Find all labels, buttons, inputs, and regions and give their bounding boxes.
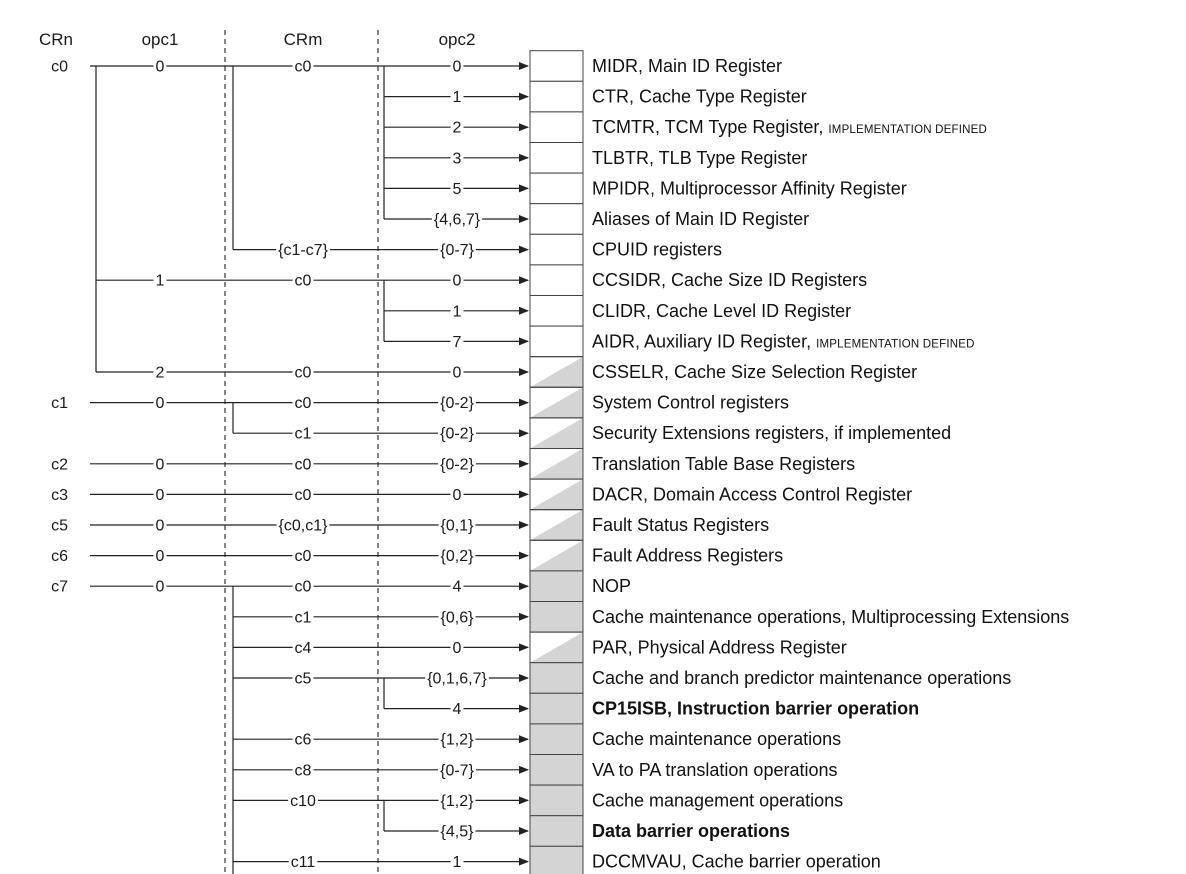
register-description — [592, 423, 951, 443]
register-box-plain — [530, 326, 583, 357]
opc2-label: 0 — [452, 486, 462, 504]
opc1-label-group — [154, 57, 167, 76]
register-description — [592, 790, 843, 810]
opc2-label: 0 — [452, 58, 462, 76]
register-description-text: CSSELR, Cache Size Selection Register — [592, 362, 918, 382]
crm-label-group — [277, 516, 330, 535]
crm-label-group — [293, 455, 314, 474]
register-box-shaded — [530, 663, 583, 694]
register-description — [592, 454, 855, 474]
register-description-text: Fault Status Registers — [592, 515, 770, 535]
crm-label: c0 — [294, 456, 312, 474]
register-description-text: Cache management operations — [592, 790, 844, 811]
register-box-shaded — [530, 602, 583, 633]
register-description — [592, 607, 1069, 627]
opc2-label: {0-2} — [440, 425, 474, 443]
register-description — [592, 546, 783, 566]
register-description — [592, 56, 782, 76]
opc2-label-group — [439, 547, 476, 566]
register-box-plain — [530, 143, 583, 174]
opc2-label-group — [439, 516, 476, 535]
opc2-label-group — [425, 669, 489, 688]
crm-label: c0 — [294, 486, 312, 504]
register-description — [592, 852, 881, 872]
crm-label: c11 — [290, 854, 316, 872]
register-description-text: Security Extensions registers, if implemented — [592, 423, 952, 444]
opc2-label-group — [451, 302, 464, 321]
crm-label: c0 — [294, 364, 312, 382]
crm-label-group — [293, 608, 314, 627]
register-description — [592, 637, 847, 657]
opc2-label: 0 — [452, 272, 462, 290]
opc2-label-group — [451, 149, 464, 168]
register-description-text: MPIDR, Multiprocessor Affinity Register — [592, 178, 907, 199]
crm-label-group — [293, 547, 314, 566]
crm-label-group — [289, 853, 318, 872]
opc1-label-group — [154, 485, 167, 504]
register-description-text: Fault Address Registers — [592, 545, 784, 566]
crn-label: c7 — [51, 578, 68, 596]
opc2-label-group — [451, 485, 464, 504]
opc2-label: {1,2} — [440, 792, 474, 810]
opc2-label-group — [438, 241, 476, 260]
opc2-label-group — [439, 822, 476, 841]
opc2-label: {0-7} — [440, 762, 474, 780]
opc2-label: {0,1} — [440, 517, 474, 535]
register-description — [592, 178, 907, 198]
register-description — [592, 87, 807, 107]
crm-label: c0 — [294, 548, 312, 566]
opc2-label-group — [451, 332, 464, 351]
opc2-label-group — [451, 363, 464, 382]
crm-label: c0 — [294, 58, 312, 76]
opc2-label: 3 — [452, 150, 462, 168]
opc2-label-group — [451, 577, 464, 596]
register-description-text: Cache and branch predictor maintenance operations — [592, 668, 1012, 688]
opc1-label-group — [154, 516, 167, 535]
register-box-plain — [530, 81, 583, 112]
register-description-text: System Control registers — [592, 392, 790, 413]
opc2-label-group — [439, 730, 476, 749]
register-description-text: CP15ISB, Instruction barrier operation — [592, 698, 920, 719]
opc2-label: 1 — [452, 854, 462, 872]
register-description — [592, 699, 919, 719]
opc1-label: 0 — [155, 517, 165, 535]
crm-label-group — [288, 791, 318, 810]
opc2-label-group — [451, 700, 464, 719]
register-description — [592, 576, 631, 596]
crn-label: c3 — [51, 486, 68, 504]
opc1-label: 0 — [155, 456, 165, 474]
opc1-label: 0 — [155, 58, 165, 76]
crm-label-group — [293, 271, 314, 290]
register-description-text: AIDR, Auxiliary ID Register, — [592, 331, 812, 352]
opc2-label: {1,2} — [440, 731, 474, 749]
opc2-label: 1 — [452, 303, 462, 321]
register-description-text: VA to PA translation operations — [592, 759, 838, 780]
register-description — [592, 515, 769, 535]
opc2-label-group — [451, 853, 464, 872]
opc2-label: {0,6} — [440, 609, 474, 627]
implementation-defined-note: IMPLEMENTATION DEFINED — [828, 124, 987, 137]
opc2-label-group — [451, 88, 464, 107]
crm-label: c0 — [294, 578, 312, 596]
header-opc1: opc1 — [141, 30, 179, 49]
opc2-label-group — [451, 638, 464, 657]
register-box-plain — [530, 112, 583, 143]
register-description-text: Cache maintenance operations, Multiprocessing Extensions — [592, 606, 1070, 627]
register-description-text: CCSIDR, Cache Size ID Registers — [592, 270, 868, 291]
opc2-label-group — [451, 57, 464, 76]
crm-label-group — [293, 761, 314, 780]
register-description-text: PAR, Physical Address Register — [592, 637, 847, 658]
header-crm: CRm — [283, 30, 323, 49]
register-description — [592, 240, 722, 260]
opc1-label-group — [154, 394, 167, 413]
crm-label: c4 — [294, 639, 312, 657]
opc2-label: {0,2} — [440, 548, 474, 566]
crm-label: c0 — [294, 395, 312, 413]
opc2-label-group — [438, 455, 476, 474]
opc2-label: 2 — [452, 119, 462, 137]
opc2-label: 1 — [452, 89, 462, 107]
register-description-text: CPUID registers — [592, 239, 723, 260]
crn-label: c6 — [51, 548, 68, 566]
register-boxes — [530, 51, 583, 874]
opc2-label-group — [438, 424, 476, 443]
crm-label: c10 — [290, 792, 316, 810]
opc1-label: 0 — [155, 578, 165, 596]
header-opc2: opc2 — [438, 30, 476, 49]
opc2-label-group — [439, 608, 476, 627]
opc1-label-group — [154, 271, 167, 290]
opc1-label: 2 — [155, 364, 165, 382]
register-description — [592, 331, 975, 351]
opc1-label-group — [154, 577, 167, 596]
register-box-plain — [530, 51, 583, 82]
opc2-label: 0 — [452, 639, 462, 657]
opc2-label: {0-2} — [440, 395, 474, 413]
opc2-label: {0,1,6,7} — [427, 670, 487, 688]
opc2-label-group — [439, 791, 476, 810]
opc1-label: 0 — [155, 395, 165, 413]
crm-label: c0 — [294, 272, 312, 290]
register-box-plain — [530, 296, 583, 327]
opc1-label: 1 — [155, 272, 165, 290]
opc1-label-group — [154, 547, 167, 566]
register-description — [592, 301, 851, 321]
register-description — [592, 362, 917, 382]
opc2-label: {0-2} — [440, 456, 474, 474]
register-description — [592, 117, 987, 137]
register-description-text: DCCMVAU, Cache barrier operation — [592, 851, 881, 872]
register-box-plain — [530, 265, 583, 296]
opc2-label: {0-7} — [440, 242, 474, 260]
crm-label-group — [293, 577, 314, 596]
crm-label-group — [293, 57, 314, 76]
crm-label: {c1-c7} — [278, 242, 328, 260]
header-crn: CRn — [38, 30, 74, 49]
crm-label: c8 — [294, 762, 312, 780]
register-description-text: Aliases of Main ID Register — [592, 209, 810, 229]
crm-label-group — [293, 669, 314, 688]
register-description — [592, 270, 867, 290]
opc2-label: 5 — [452, 180, 462, 198]
crm-label: {c0,c1} — [278, 517, 328, 535]
register-description-text: Translation Table Base Registers — [592, 453, 856, 474]
crm-label-group — [293, 730, 314, 749]
register-description-text: TLBTR, TLB Type Register — [592, 147, 808, 168]
opc2-label-group — [438, 761, 476, 780]
opc2-label: {4,6,7} — [433, 211, 481, 229]
register-description — [592, 729, 841, 749]
register-description-text: MIDR, Main ID Register — [592, 56, 783, 76]
crm-label-group — [293, 485, 314, 504]
register-description-text: DACR, Domain Access Control Register — [592, 484, 913, 505]
crn-label: c5 — [51, 517, 68, 535]
crn-label: c0 — [51, 58, 68, 76]
crm-label-group — [293, 638, 314, 657]
opc2-label: 4 — [452, 578, 462, 596]
opc2-label: 7 — [452, 333, 462, 351]
register-box-shaded — [530, 755, 583, 786]
register-description — [592, 484, 912, 504]
crm-label-group — [276, 241, 330, 260]
crm-label: c6 — [294, 731, 312, 749]
crm-label: c1 — [294, 425, 312, 443]
opc2-label-group — [438, 394, 476, 413]
register-description-text: TCMTR, TCM Type Register, — [592, 117, 824, 138]
opc2-label-group — [451, 179, 464, 198]
opc2-label-group — [451, 118, 464, 137]
crm-label-group — [293, 363, 314, 382]
opc1-label: 0 — [155, 486, 165, 504]
crn-label: c2 — [51, 456, 68, 474]
opc2-label: 0 — [452, 364, 462, 382]
register-box-plain — [530, 173, 583, 204]
crm-label-group — [293, 394, 314, 413]
register-description — [592, 668, 1011, 688]
opc1-label-group — [154, 363, 167, 382]
register-description-text: NOP — [592, 576, 632, 597]
register-description — [592, 821, 790, 841]
implementation-defined-note: IMPLEMENTATION DEFINED — [816, 338, 975, 351]
register-box-shaded — [530, 785, 583, 816]
opc1-label-group — [154, 455, 167, 474]
crn-label: c1 — [51, 395, 68, 413]
register-description — [592, 209, 809, 229]
register-box-shaded — [530, 846, 583, 874]
crm-label: c5 — [294, 670, 312, 688]
opc2-label: 4 — [452, 701, 462, 719]
register-description-text: CLIDR, Cache Level ID Register — [592, 300, 852, 321]
register-box-plain — [530, 234, 583, 265]
register-description — [592, 393, 789, 413]
register-box-shaded — [530, 724, 583, 755]
opc1-label: 0 — [155, 548, 165, 566]
register-box-shaded — [530, 693, 583, 724]
register-description — [592, 148, 807, 168]
register-box-shaded — [530, 816, 583, 847]
register-box-shaded — [530, 571, 583, 602]
register-box-plain — [530, 204, 583, 235]
register-description-text: Data barrier operations — [592, 821, 791, 841]
register-description-text: CTR, Cache Type Register — [592, 86, 807, 107]
crm-label-group — [293, 424, 314, 443]
register-description — [592, 760, 838, 780]
crm-label: c1 — [294, 609, 312, 627]
opc2-label: {4,5} — [440, 823, 474, 841]
opc2-label-group — [432, 210, 482, 229]
opc2-label-group — [451, 271, 464, 290]
register-description-text: Cache maintenance operations — [592, 729, 842, 750]
